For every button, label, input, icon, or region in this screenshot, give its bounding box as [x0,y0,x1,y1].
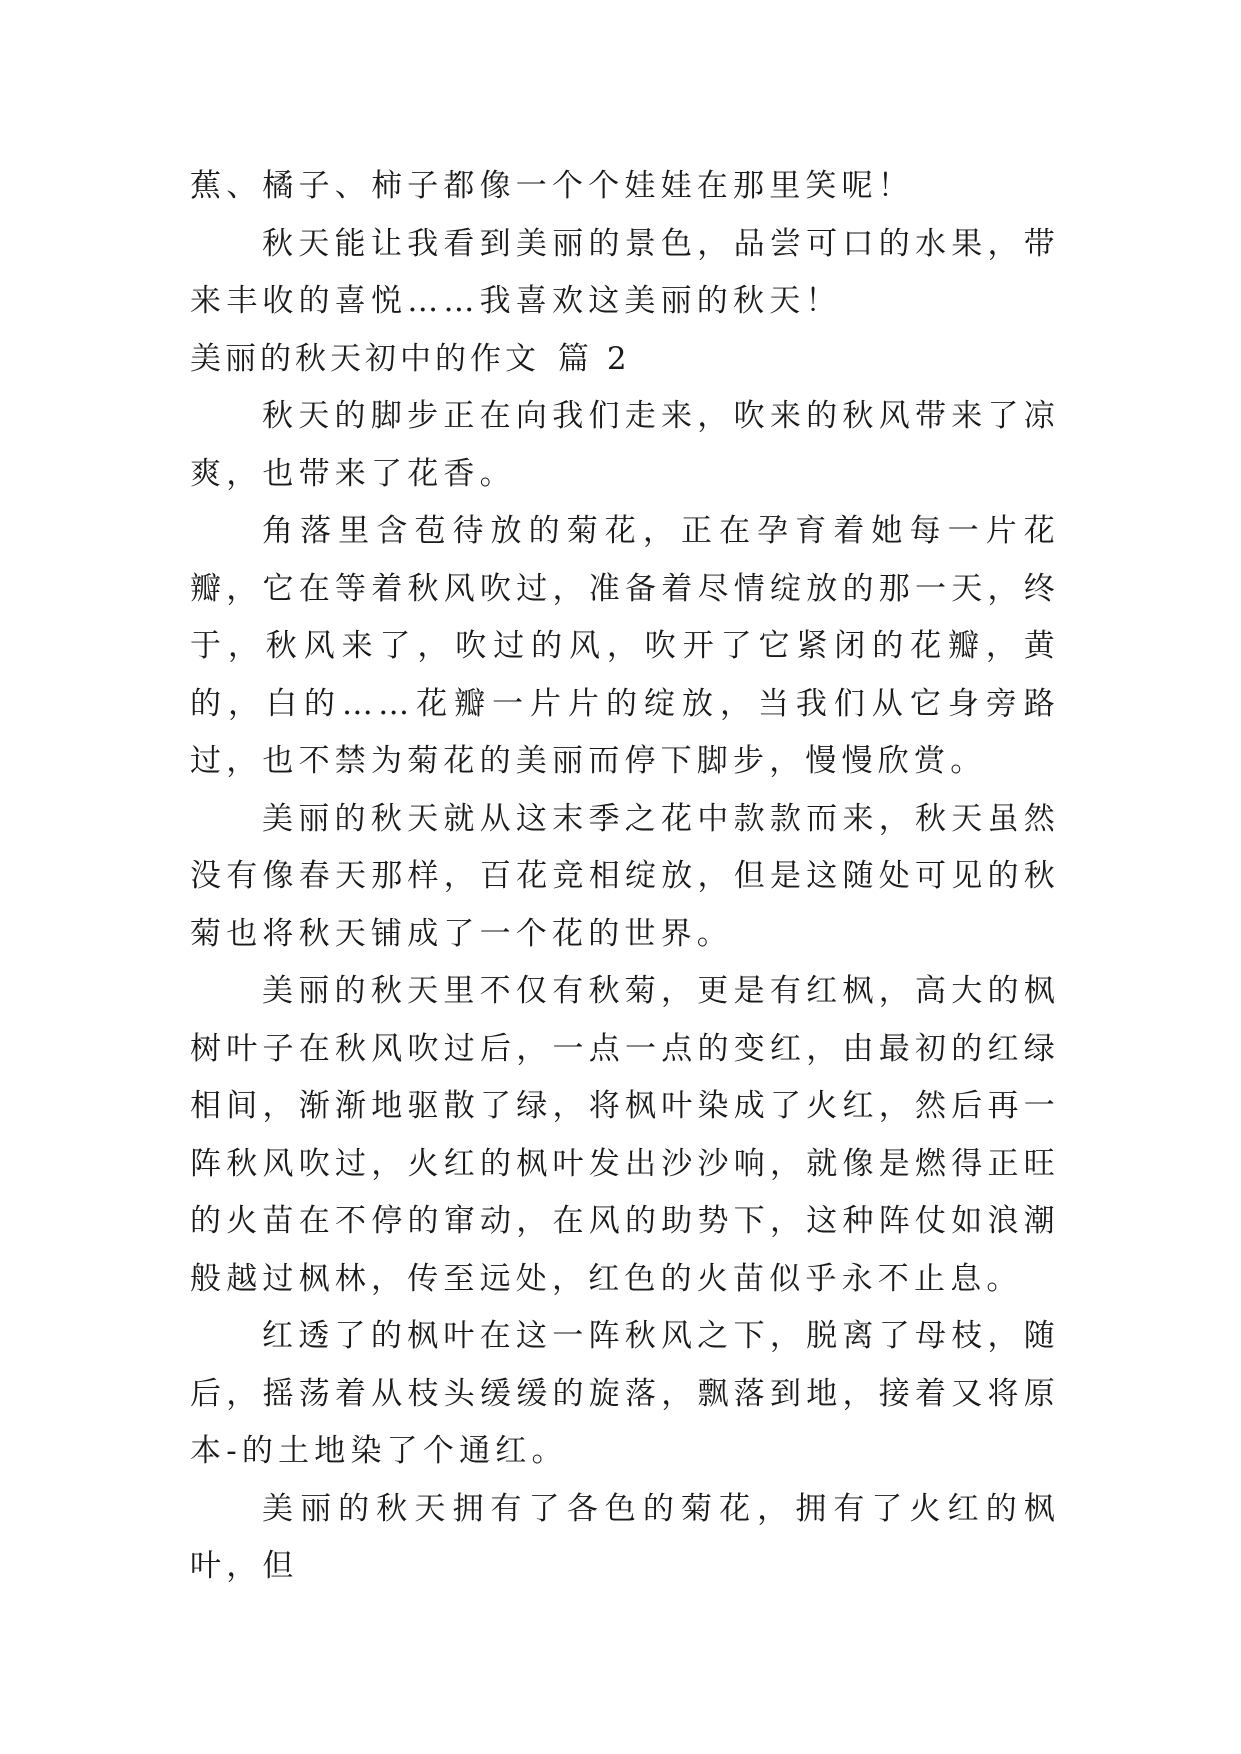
paragraph: 角落里含苞待放的菊花，正在孕育着她每一片花瓣，它在等着秋风吹过，准备着尽情绽放的那一天，终于，秋风来了，吹过的风，吹开了它紧闭的花瓣，黄的，白的……花瓣一片片的绽放，当我们从它身旁路过，也不禁为菊花的美丽而停下脚步，慢慢欣赏。 [190,513,1060,779]
essay-title: 美丽的秋天初中的作文 [190,340,540,377]
paragraph: 美丽的秋天里不仅有秋菊，更是有红枫，高大的枫树叶子在秋风吹过后，一点一点的变红，由最初的红绿相间，渐渐地驱散了绿，将枫叶染成了火红，然后再一阵秋风吹过，火红的枫叶发出沙沙响，就像是燃得正旺的火苗在不停的窜动，在风的助势下，这种阵仗如浪潮般越过枫林，传至远处，红色的火苗似乎永不止息。 [190,973,1060,1297]
paragraph-conclusion: 秋天能让我看到美丽的景色，品尝可口的水果，带来丰收的喜悦……我喜欢这美丽的秋天！ [190,225,1060,319]
paragraph: 美丽的秋天拥有了各色的菊花，拥有了火红的枫叶，但 [190,1490,1060,1584]
paragraph: 红透了的枫叶在这一阵秋风之下，脱离了母枝，随后，摇荡着从枝头缓缓的旋落，飘落到地，接着又将原本-的土地染了个通红。 [190,1318,1060,1469]
paragraph: 美丽的秋天就从这末季之花中款款而来，秋天虽然没有像春天那样，百花竞相绽放，但是这随处可见的秋菊也将秋天铺成了一个花的世界。 [190,800,1060,952]
paragraph: 秋天的脚步正在向我们走来，吹来的秋风带来了凉爽，也带来了花香。 [190,398,1060,492]
essay-heading [190,331,1060,389]
paragraph-continuation: 蕉、橘子、柿子都像一个个娃娃在那里笑呢！ [190,168,914,204]
essay-number: 篇 2 [558,340,631,377]
essay-text [190,158,1060,1596]
